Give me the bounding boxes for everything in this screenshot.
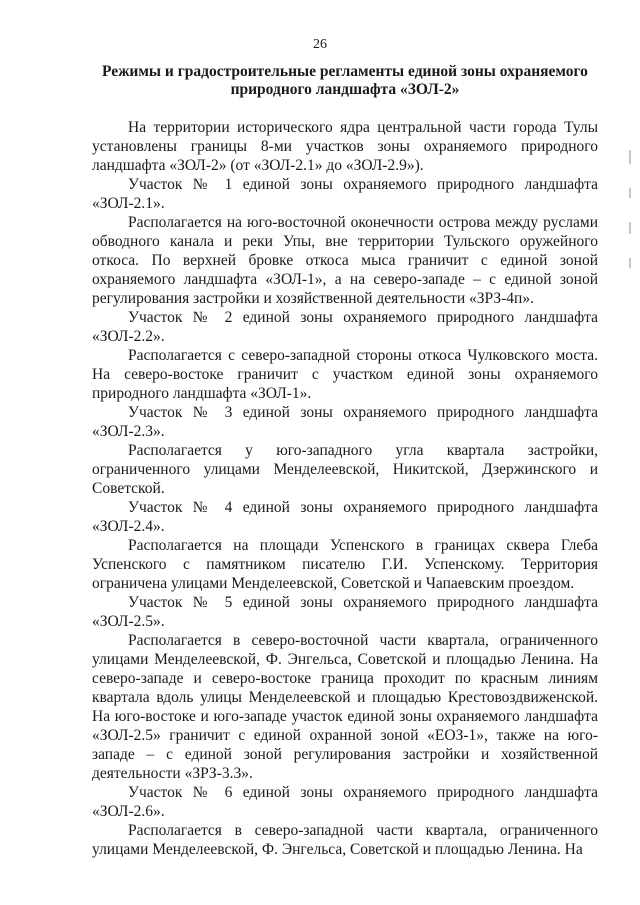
paragraph-plot-3-description: Располагается у юго-западного угла квартала застройки, ограниченного улицами Менделеевской, Никитской, Дзержинского и Советской. bbox=[92, 442, 598, 497]
paragraph-intro: На территории исторического ядра центральной части города Тулы установлены границы 8-ми участков зоны охраняемого природного ландшафта «ЗОЛ-2» (от «ЗОЛ-2.1» до «ЗОЛ-2.9»). bbox=[92, 119, 598, 174]
section-title: Режимы и градостроительные регламенты единой зоны охраняемого природного ландшафта «ЗОЛ-2» bbox=[102, 63, 588, 98]
paragraph-plot-5-heading: Участок № 5 единой зоны охраняемого природного ландшафта «ЗОЛ-2.5». bbox=[92, 594, 598, 630]
paragraph-plot-2-heading: Участок № 2 единой зоны охраняемого природного ландшафта «ЗОЛ-2.2». bbox=[92, 309, 598, 345]
page-number: 26 bbox=[313, 37, 327, 52]
paragraph-plot-1-heading: Участок № 1 единой зоны охраняемого природного ландшафта «ЗОЛ-2.1». bbox=[92, 176, 598, 212]
paragraph-plot-4-description: Располагается на площади Успенского в границах сквера Глеба Успенского с памятником писателю Г.И. Успенскому. Территория ограничена улицами Менделеевской, Советской и Чапаевским проездом. bbox=[92, 537, 598, 592]
body-text bbox=[92, 118, 598, 859]
paragraph-plot-6-description: Располагается в северо-западной части квартала, ограниченного улицами Менделеевской, Ф. Энгельса, Советской и площадью Ленина. На bbox=[92, 822, 598, 858]
paragraph-plot-3-heading: Участок № 3 единой зоны охраняемого природного ландшафта «ЗОЛ-2.3». bbox=[92, 404, 598, 440]
paragraph-plot-6-heading: Участок № 6 единой зоны охраняемого природного ландшафта «ЗОЛ-2.6». bbox=[92, 784, 598, 820]
paragraph-plot-2-description: Располагается с северо-западной стороны откоса Чулковского моста. На северо-востоке граничит с участком единой зоны охраняемого природного ландшафта «ЗОЛ-1». bbox=[92, 347, 598, 402]
paragraph-plot-1-description: Располагается на юго-восточной оконечности острова между руслами обводного канала и реки Упы, вне территории Тульского оружейного откоса. По верхней бровке откоса мыса граничит с единой зоной охраняемого ландшафта «ЗОЛ-1», а на северо-западе – с единой зоной регулирования застройки и хозяйственной деятельности «ЗРЗ-4п». bbox=[92, 214, 598, 307]
scan-edge-marks bbox=[629, 150, 632, 320]
paragraph-plot-4-heading: Участок № 4 единой зоны охраняемого природного ландшафта «ЗОЛ-2.4». bbox=[92, 499, 598, 535]
paragraph-plot-5-description: Располагается в северо-восточной части квартала, ограниченного улицами Менделеевской, Ф. Энгельса, Советской и площадью Ленина. На северо-западе и северо-востоке граница проходит по красным линиям квартала вдоль улицы Менделеевской и площадью Крестовоздвиженской. На юго-востоке и юго-западе участок единой зоны охраняемого ландшафта «ЗОЛ-2.5» граничит с единой охранной зоной «ЕОЗ-1», также на юго-западе – с единой зоной регулирования застройки и хозяйственной деятельности «ЗРЗ-3.3». bbox=[92, 632, 598, 782]
